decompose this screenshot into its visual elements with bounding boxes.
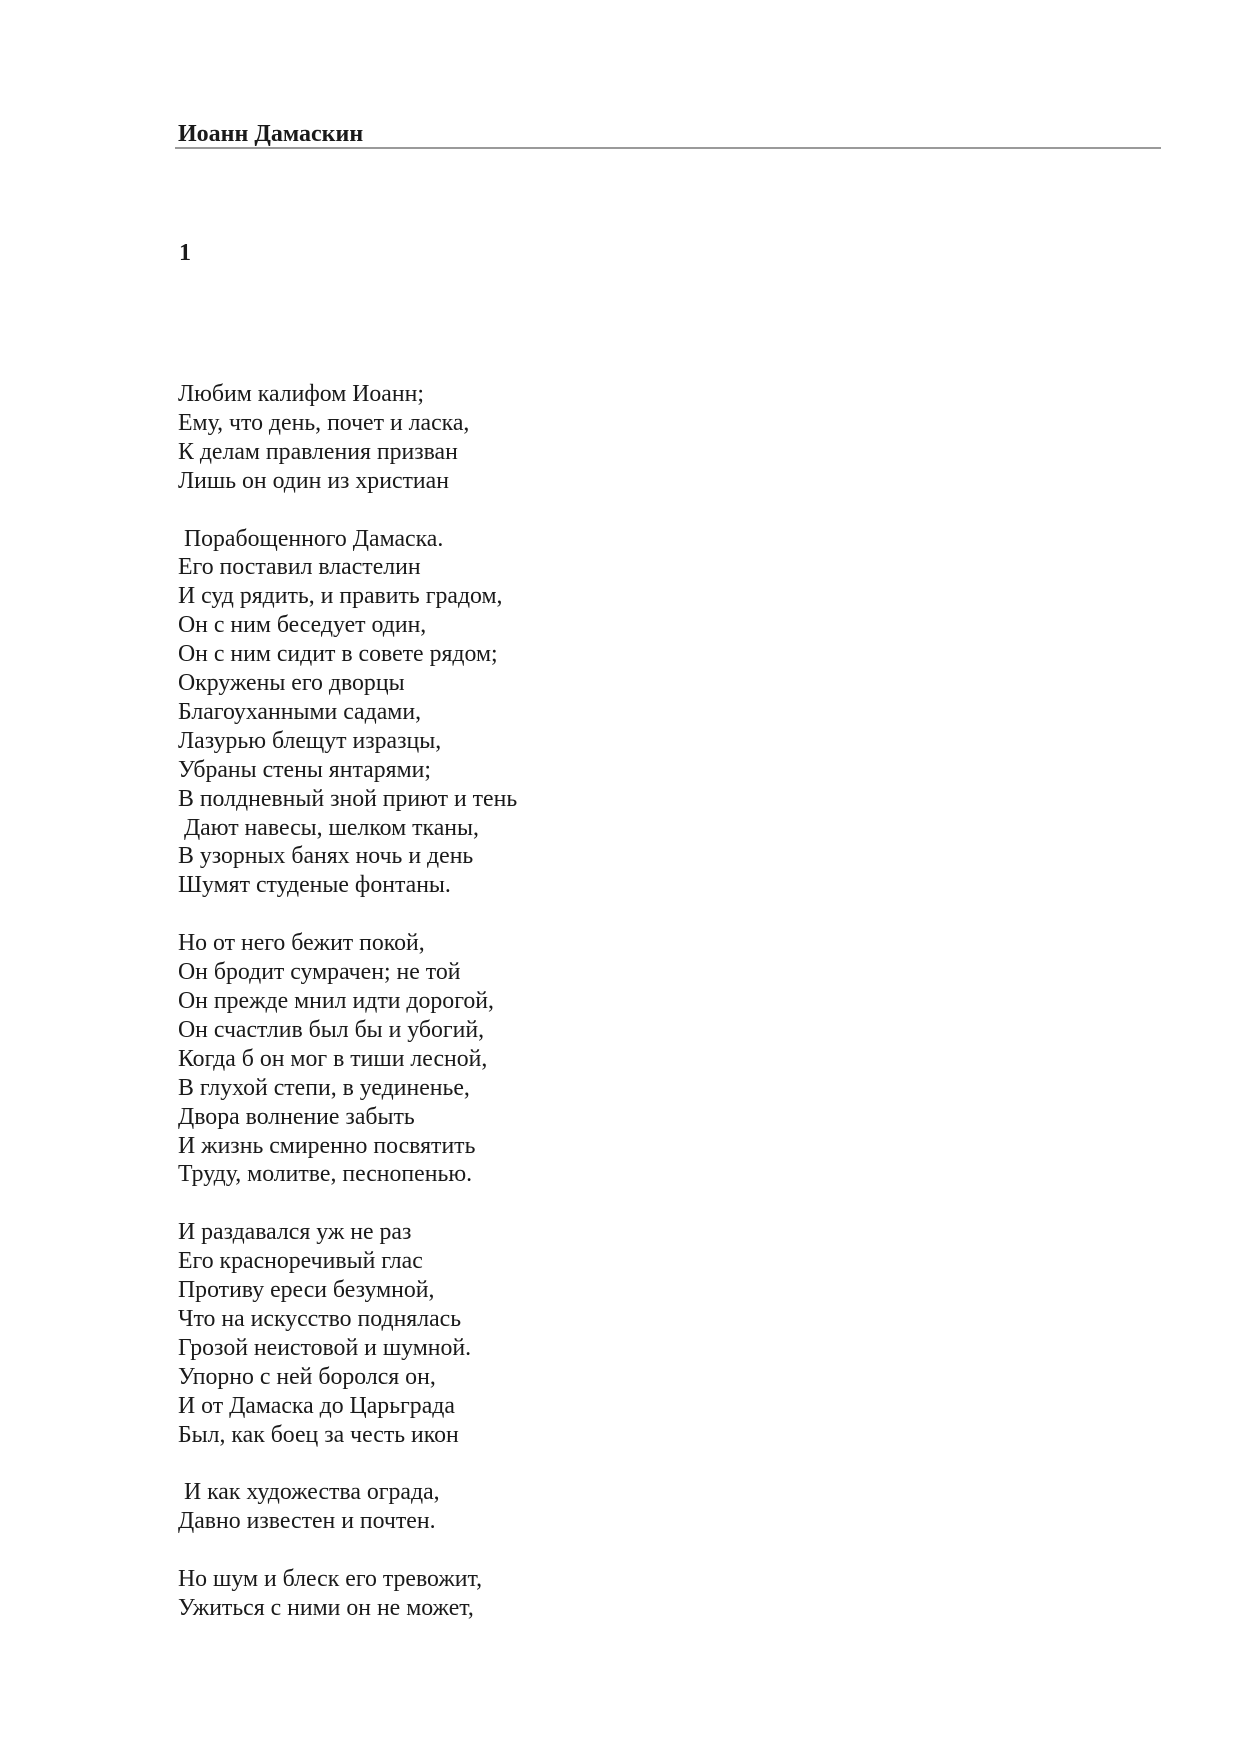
poem-line: Давно известен и почтен.: [178, 1508, 436, 1535]
poem-stanza: [178, 380, 978, 496]
running-header-title: Иоанн Дамаскин: [178, 121, 364, 147]
poem-line: Но шум и блеск его тревожит,: [178, 1566, 483, 1593]
poem-line: И от Дамаска до Царьграда: [178, 1392, 455, 1419]
poem-stanza: [178, 525, 978, 901]
poem-line: Противу ереси безумной,: [178, 1277, 435, 1304]
poem-line: Любим калифом Иоанн;: [178, 381, 424, 407]
poem-line: И как художества ограда,: [178, 1479, 440, 1506]
poem-line: Лазурью блещут изразцы,: [178, 727, 442, 754]
poem-line: Что на искусство поднялась: [178, 1305, 462, 1332]
poem-line: Благоуханными садами,: [178, 698, 422, 725]
poem-stanza: [178, 1478, 978, 1536]
poem-line: Упорно с ней боролся он,: [178, 1363, 436, 1390]
poem-line: И суд рядить, и править градом,: [178, 583, 503, 610]
poem-line: Его поставил властелин: [178, 554, 421, 581]
poem-line: Грозой неистовой и шумной.: [178, 1334, 472, 1361]
poem-line: Ему, что день, почет и ласка,: [178, 409, 470, 436]
poem-line: Порабощенного Дамаска.: [178, 525, 444, 552]
poem-line: И жизнь смиренно посвятить: [178, 1132, 476, 1159]
poem-line: Двора волнение забыть: [178, 1103, 415, 1130]
poem-line: Окружены его дворцы: [178, 670, 405, 697]
poem-line: В полдневный зной приют и тень: [178, 785, 518, 812]
poem-line: К делам правления призван: [178, 438, 458, 465]
poem-line: Ужиться с ними он не может,: [178, 1594, 474, 1621]
poem-line: Но от него бежит покой,: [178, 930, 425, 957]
poem-stanza: [178, 929, 978, 1189]
poem-line: Он прежде мнил идти дорогой,: [178, 988, 494, 1014]
poem-line: Он с ним сидит в совете рядом;: [178, 641, 498, 668]
poem-line: В узорных банях ночь и день: [178, 843, 474, 870]
poem-line: Он бродит сумрачен; не той: [178, 959, 461, 986]
poem-line: В глухой степи, в уединенье,: [178, 1074, 470, 1101]
poem-body: [178, 380, 978, 1623]
poem-stanza: [178, 1218, 978, 1449]
poem-line: Убраны стены янтарями;: [178, 756, 431, 783]
poem-line: Когда б он мог в тиши лесной,: [178, 1045, 488, 1072]
poem-line: Лишь он один из христиан: [178, 467, 449, 494]
poem-line: И раздавался уж не раз: [178, 1219, 412, 1246]
section-number: 1: [179, 240, 191, 266]
poem-line: Он счастлив был бы и убогий,: [178, 1016, 485, 1043]
poem-line: Шумят студеные фонтаны.: [178, 872, 451, 899]
poem-line: Был, как боец за честь икон: [178, 1421, 459, 1448]
header-divider: [175, 147, 1161, 149]
poem-line: Его красноречивый глас: [178, 1248, 423, 1275]
poem-line: Дают навесы, шелком тканы,: [178, 814, 479, 841]
poem-line: Он с ним беседует один,: [178, 612, 427, 639]
poem-stanza: [178, 1565, 978, 1623]
poem-line: Труду, молитве, песнопенью.: [178, 1161, 473, 1188]
